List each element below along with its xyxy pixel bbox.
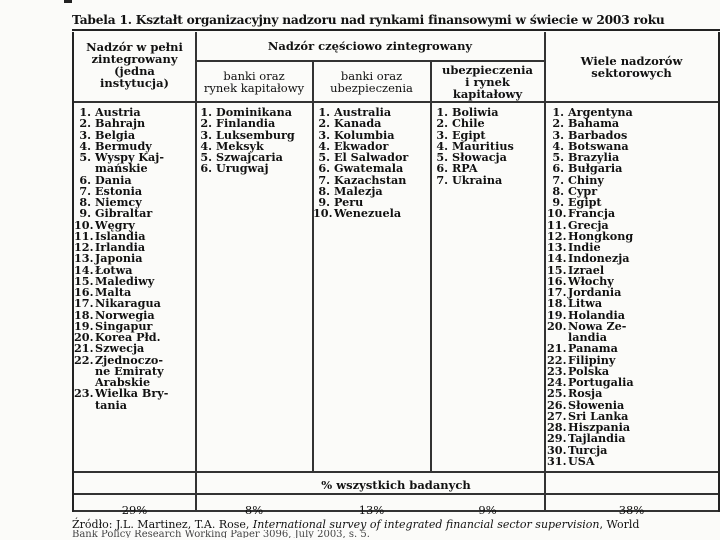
source-prefix: Źródło: J.L. Martinez, T.A. Rose,: [72, 518, 250, 531]
source-title: International survey of integrated financial sector supervision: [252, 518, 600, 531]
item-number: 3.: [79, 127, 91, 142]
item-number: 28.: [547, 420, 567, 434]
country-name: Hongkong: [568, 228, 634, 243]
item-number: 7.: [318, 172, 330, 187]
country-name: Szwajcaria: [216, 150, 283, 164]
item-number: 5.: [79, 150, 91, 164]
item-number: 7.: [436, 172, 448, 187]
item-number: 6.: [552, 161, 564, 176]
item-number: 5.: [200, 150, 212, 164]
header-banks-capital: banki oraz rynek kapitałowy: [203, 69, 305, 95]
item-number: 16.: [74, 285, 94, 299]
country-name: Barbados: [568, 127, 628, 142]
country-name: Malediwy: [95, 273, 155, 288]
pct-insurance-capital: 9%: [478, 503, 497, 517]
country-name: Indie: [568, 240, 601, 254]
item-number: 30.: [547, 442, 567, 457]
list-insurance-capital: [431, 107, 514, 186]
source-note-line2: Bank Policy Research Working Paper 3096, July 2003, s. 5.: [72, 530, 370, 538]
pct-banks-capital: 8%: [244, 503, 264, 517]
item-number: 1.: [552, 105, 564, 119]
country-name: Cypr: [568, 183, 598, 198]
country-item: [74, 397, 168, 412]
item-number: 12.: [74, 240, 94, 254]
country-name: Włochy: [568, 273, 614, 288]
country-name: Sri Lanka: [568, 408, 629, 423]
item-number: 1.: [200, 105, 212, 119]
item-number: 22.: [74, 352, 94, 367]
country-name: Rosja: [568, 386, 603, 401]
country-name: El Salwador: [334, 150, 409, 164]
item-number: 2.: [79, 116, 91, 131]
item-number: 21.: [74, 341, 94, 356]
item-number: 17.: [74, 296, 94, 311]
item-number: 9.: [79, 206, 91, 221]
country-name: Australia: [334, 105, 392, 119]
item-number: 10.: [313, 206, 333, 221]
country-item: [195, 163, 295, 174]
item-number: 9.: [552, 195, 564, 209]
footer-label: % wszystkich badanych: [321, 478, 471, 492]
item-number: 7.: [552, 172, 564, 187]
item-number: 11.: [74, 228, 94, 243]
item-number: 14.: [547, 251, 567, 266]
country-name: Kazachstan: [334, 172, 407, 187]
country-name: Portugalia: [568, 375, 634, 389]
country-name: Mauritius: [452, 138, 514, 153]
country-item: [431, 172, 514, 187]
item-number: 5.: [436, 150, 448, 164]
item-number: 2.: [552, 116, 564, 131]
table-caption: Tabela 1. Kształt organizacyjny nadzoru nad rynkami finansowymi w świecie w 2003 roku: [72, 13, 665, 27]
country-name: tania: [95, 397, 128, 412]
country-name: Belgia: [95, 127, 136, 142]
item-number: 3.: [200, 127, 212, 142]
body-bottom-rule: [74, 471, 718, 473]
item-number: 4.: [318, 138, 330, 153]
item-number: 4.: [200, 138, 212, 153]
country-name: Brazylia: [568, 150, 620, 164]
country-name: Niemcy: [95, 195, 142, 209]
country-name: Zjednoczo-: [95, 352, 164, 367]
country-name: Polska: [568, 363, 610, 378]
country-name: Japonia: [95, 251, 143, 266]
item-number: 19.: [74, 318, 94, 333]
country-name: Islandia: [95, 228, 146, 243]
header-integrated: Nadzór w pełni zintegrowany (jedna instytucja): [86, 40, 183, 90]
item-number: 2.: [200, 116, 212, 131]
item-number: 8.: [552, 183, 564, 198]
country-name: Nowa Ze-: [568, 318, 627, 333]
item-number: 2.: [318, 116, 330, 131]
item-number: 11.: [547, 217, 567, 232]
item-number: 17.: [547, 285, 567, 299]
item-number: 24.: [547, 375, 567, 389]
header-partial: Nadzór częściowo zintegrowany: [267, 39, 473, 53]
country-name: Peru: [334, 195, 364, 209]
item-number: 8.: [318, 183, 330, 198]
country-name: Norwegia: [95, 307, 155, 322]
country-name: Meksyk: [216, 138, 264, 153]
item-number: 3.: [552, 127, 564, 142]
country-name: Francja: [568, 206, 616, 221]
country-name: Arabskie: [95, 375, 151, 389]
supervision-table: [72, 32, 720, 517]
list-banks-capital: [195, 107, 295, 175]
country-name: Gwatemala: [334, 161, 404, 176]
item-number: 6.: [200, 161, 212, 176]
country-item: [547, 453, 634, 468]
country-name: USA: [568, 453, 595, 468]
item-number: 19.: [547, 307, 567, 322]
item-number: 1.: [79, 105, 91, 119]
item-number: 15.: [74, 273, 94, 288]
country-name: Boliwia: [452, 105, 499, 119]
country-name: Izrael: [568, 262, 605, 277]
item-number: 3.: [318, 127, 330, 142]
country-name: Gibraltar: [95, 206, 153, 221]
country-name: Egipt: [452, 127, 486, 142]
country-name: Singapur: [95, 318, 153, 333]
country-name: Ukraina: [452, 172, 503, 187]
item-number: 21.: [547, 341, 567, 356]
country-name: Bułgaria: [568, 161, 623, 176]
item-number: 13.: [547, 240, 567, 254]
item-number: 20.: [547, 318, 567, 333]
item-number: 5.: [552, 150, 564, 164]
pct-integrated: 29%: [121, 503, 148, 517]
column-divider: [195, 32, 197, 512]
country-name: Ekwador: [334, 138, 389, 153]
country-name: Łotwa: [95, 262, 133, 277]
subheader-rule: [196, 60, 544, 62]
top-rule: [72, 29, 720, 31]
country-name: Malezja: [334, 183, 383, 198]
list-sectoral: [547, 107, 634, 467]
country-name: Dominikana: [216, 105, 293, 119]
country-name: Litwa: [568, 296, 603, 311]
list-banks-insurance: [313, 107, 408, 220]
item-number: 31.: [547, 453, 567, 468]
pct-banks-insurance: 13%: [358, 503, 385, 517]
country-name: Austria: [95, 105, 141, 119]
country-name: mańskie: [95, 161, 148, 176]
country-name: Filipiny: [568, 352, 616, 367]
item-number: 6.: [436, 161, 448, 176]
country-name: Wielka Bry-: [95, 386, 169, 401]
item-number: 10.: [74, 217, 94, 232]
item-number: 4.: [552, 138, 564, 153]
country-name: Finlandia: [216, 116, 276, 131]
country-name: Wyspy Kaj-: [95, 150, 164, 164]
header-banks-insurance: banki oraz ubezpieczenia: [330, 69, 413, 95]
item-number: 29.: [547, 431, 567, 446]
country-name: Chiny: [568, 172, 604, 187]
country-name: Turcja: [568, 442, 608, 457]
country-name: Kanada: [334, 116, 382, 131]
country-name: Panama: [568, 341, 618, 356]
header-rule: [74, 101, 718, 103]
item-number: 25.: [547, 386, 567, 401]
country-name: Bahama: [568, 116, 620, 131]
country-name: Luksemburg: [216, 127, 295, 142]
item-number: 26.: [547, 397, 567, 412]
item-number: 8.: [79, 195, 91, 209]
country-name: RPA: [452, 161, 478, 176]
item-number: 12.: [547, 228, 567, 243]
item-number: 4.: [436, 138, 448, 153]
country-name: Jordania: [568, 285, 622, 299]
country-name: Argentyna: [568, 105, 633, 119]
country-name: Bahrajn: [95, 116, 146, 131]
country-name: Dania: [95, 172, 132, 187]
header-insurance-capital: ubezpieczenia i rynek kapitałowy: [441, 63, 533, 101]
scan-mark: [64, 0, 72, 3]
country-name: Węgry: [95, 217, 135, 232]
country-name: Wenezuela: [334, 206, 402, 221]
country-name: Malta: [95, 285, 132, 299]
country-name: Słowacja: [452, 150, 507, 164]
item-number: 3.: [436, 127, 448, 142]
pct-sectoral: 38%: [618, 503, 645, 517]
item-number: 23.: [74, 386, 94, 401]
country-name: Kolumbia: [334, 127, 395, 142]
country-name: Irlandia: [95, 240, 146, 254]
column-divider: [544, 32, 546, 512]
country-name: Szwecja: [95, 341, 145, 356]
country-name: Korea Płd.: [95, 330, 161, 344]
country-item: [313, 208, 408, 219]
item-number: 13.: [74, 251, 94, 266]
item-number: 20.: [74, 330, 94, 344]
source-suffix: , World: [599, 518, 640, 531]
list-integrated: [74, 107, 168, 411]
footer-rule: [74, 493, 718, 495]
item-number: 10.: [547, 206, 567, 221]
item-number: 6.: [79, 172, 91, 187]
header-sectoral: Wiele nadzorów sektorowych: [580, 54, 683, 80]
country-name: Estonia: [95, 183, 143, 198]
item-number: 22.: [547, 352, 567, 367]
country-name: Chile: [452, 116, 485, 131]
country-name: Urugwaj: [216, 161, 269, 176]
item-number: 18.: [74, 307, 94, 322]
item-number: 7.: [79, 183, 91, 198]
country-name: Botswana: [568, 138, 629, 153]
country-name: Słowenia: [568, 397, 625, 412]
country-name: Nikaragua: [95, 296, 161, 311]
item-number: 27.: [547, 408, 567, 423]
item-number: 23.: [547, 363, 567, 378]
item-number: 4.: [79, 138, 91, 153]
item-number: 2.: [436, 116, 448, 131]
item-number: 1.: [436, 105, 448, 119]
country-name: ne Emiraty: [95, 363, 164, 378]
country-name: Egipt: [568, 195, 602, 209]
item-number: 18.: [547, 296, 567, 311]
country-name: landia: [568, 330, 607, 344]
country-name: Holandia: [568, 307, 625, 322]
country-name: Indonezja: [568, 251, 630, 266]
country-name: Grecja: [568, 217, 609, 232]
item-number: 1.: [318, 105, 330, 119]
item-number: 9.: [318, 195, 330, 209]
item-number: 16.: [547, 273, 567, 288]
country-name: Bermudy: [95, 138, 152, 153]
item-number: 14.: [74, 262, 94, 277]
country-name: Tajlandia: [568, 431, 626, 446]
item-number: 6.: [318, 161, 330, 176]
item-number: 15.: [547, 262, 567, 277]
country-name: Hiszpania: [568, 420, 631, 434]
item-number: 5.: [318, 150, 330, 164]
